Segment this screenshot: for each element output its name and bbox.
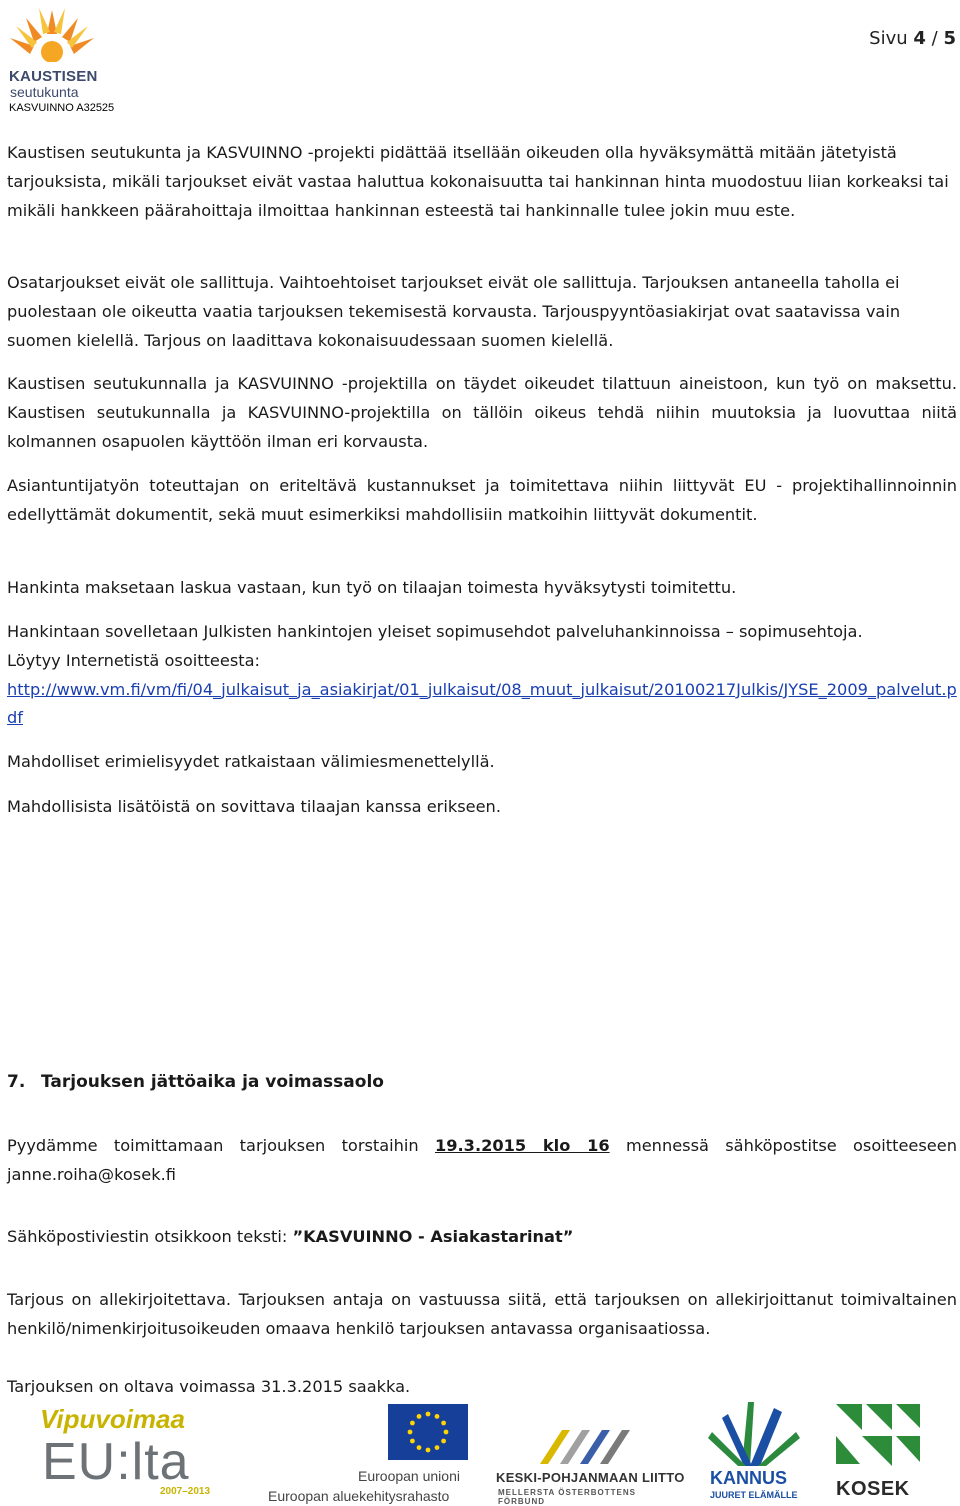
page-separator: / bbox=[931, 28, 938, 49]
subject-value: ”KASVUINNO - Asiakastarinat” bbox=[292, 1227, 574, 1246]
eu-line-2: Euroopan aluekehitysrahasto bbox=[268, 1488, 450, 1504]
kannus-line-1: KANNUS bbox=[710, 1468, 788, 1488]
vipuvoimaa-line-1: Vipuvoimaa bbox=[40, 1404, 185, 1434]
page-label: Sivu bbox=[869, 28, 908, 49]
paragraph-subject bbox=[7, 1223, 957, 1252]
kosek-line-1: KOSEK bbox=[836, 1478, 910, 1500]
vipuvoimaa-logo bbox=[40, 1404, 260, 1504]
section-title: Tarjouksen jättöaika ja voimassaolo bbox=[41, 1072, 384, 1092]
terms-link[interactable]: http://www.vm.fi/vm/fi/04_julkaisut_ja_asiakirjat/01_julkaisut/08_muut_julkaisut/20100217Julkis/JYSE_2009_palvelut.pdf bbox=[7, 679, 957, 728]
kpl-mark-icon bbox=[536, 1426, 636, 1466]
logo-project-code: KASVUINNO A32525 bbox=[9, 102, 115, 114]
kpl-line-2: MELLERSTA ÖSTERBOTTENS FÖRBUND bbox=[498, 1488, 636, 1506]
paragraph-validity: Tarjouksen on oltava voimassa 31.3.2015 saakka. bbox=[7, 1377, 411, 1396]
page-number bbox=[869, 28, 956, 49]
paragraph-material-rights: Kaustisen seutukunnalla ja KASVUINNO -projektilla on täydet oikeudet tilattuun aineistoon, kun työ on maksettu. Kaustisen seutukunnalla ja KASVUINNO-projektilla on tällöin oikeus tehdä niihin muutoksia ja luovuttaa niitä kolmannen osapuolen käyttöön ilman eri korvausta. bbox=[7, 374, 957, 451]
paragraph-signature: Tarjous on allekirjoitettava. Tarjouksen antaja on vastuussa siitä, että tarjouksen on allekirjoittanut toimivaltainen henkilö/nimenkirjoitusoikeuden omaava henkilö tarjouksen antavassa organisaatiossa. bbox=[7, 1290, 957, 1338]
footer-logos bbox=[0, 1400, 960, 1506]
paragraph-terms bbox=[7, 618, 957, 733]
eu-flag-icon bbox=[388, 1404, 468, 1460]
kannus-logo bbox=[704, 1402, 810, 1504]
paragraph-payment: Hankinta maksetaan laskua vastaan, kun työ on tilaajan toimesta hyväksytysti toimitettu. bbox=[7, 578, 737, 597]
deadline-text: Pyydämme toimittamaan tarjouksen torstaihin bbox=[7, 1136, 419, 1155]
vipuvoimaa-years: 2007–2013 bbox=[160, 1486, 211, 1497]
kaustisen-logo bbox=[6, 4, 136, 116]
deadline-text-after: mennessä sähköpostitse osoitteeseen bbox=[625, 1136, 957, 1155]
logo-line-2: seutukunta bbox=[10, 84, 79, 100]
vipuvoimaa-line-2: EU:lta bbox=[42, 1433, 190, 1491]
logo-line-1: KAUSTISEN bbox=[9, 68, 98, 85]
page-current: 4 bbox=[913, 28, 926, 49]
subject-label: Sähköpostiviestin otsikkoon teksti: bbox=[7, 1227, 288, 1246]
sun-flower-icon bbox=[6, 4, 98, 70]
paragraph-costs: Asiantuntijatyön toteuttajan on eriteltävä kustannukset ja toimitettava niihin liittyvät EU - projektihallinnoinnin edellyttämät dokumentit, sekä muut esimerkiksi mahdollisiin matkoihin liittyvät dokumentit. bbox=[7, 476, 957, 524]
paragraph-rights: Kaustisen seutukunta ja KASVUINNO -projekti pidättää itsellään oikeuden olla hyväksymättä mitään jätetyistä tarjouksista, mikäli tarjoukset eivät vastaa haluttua kokonaisuutta tai hankinnan hinta muodostuu liian korkeaksi tai mikäli hankkeen päärahoittaja ilmoittaa hankinnan esteestä tai hankinnalle tulee jokin muu este. bbox=[7, 143, 949, 220]
keski-pohjanmaan-liitto-logo bbox=[496, 1426, 686, 1506]
section-7-heading bbox=[7, 1072, 384, 1092]
section-number: 7. bbox=[7, 1072, 26, 1092]
page-total: 5 bbox=[943, 28, 956, 49]
paragraph-extra-work: Mahdollisista lisätöistä on sovittava tilaajan kanssa erikseen. bbox=[7, 797, 501, 816]
kosek-mark-icon bbox=[832, 1402, 922, 1474]
kannus-line-2: JUURET ELÄMÄLLE bbox=[710, 1490, 798, 1500]
kosek-logo bbox=[832, 1402, 932, 1504]
kpl-line-1: KESKI-POHJANMAAN LIITTO bbox=[496, 1470, 685, 1485]
email-address: janne.roiha@kosek.fi bbox=[7, 1164, 176, 1184]
eu-logo bbox=[262, 1404, 480, 1504]
paragraph-deadline bbox=[7, 1132, 957, 1190]
eu-line-1: Euroopan unioni bbox=[358, 1468, 460, 1484]
paragraph-disputes: Mahdolliset erimielisyydet ratkaistaan välimiesmenettelyllä. bbox=[7, 752, 495, 771]
kannus-mark-icon bbox=[704, 1402, 804, 1468]
terms-line-1: Hankintaan sovelletaan Julkisten hankintojen yleiset sopimusehdot palveluhankinnoissa – sopimusehtoja. bbox=[7, 622, 863, 641]
deadline-date: 19.3.2015 klo 16 bbox=[435, 1136, 610, 1155]
paragraph-partial-offers: Osatarjoukset eivät ole sallittuja. Vaihtoehtoiset tarjoukset eivät ole sallittuja. Tarjouksen antaneella taholla ei puolestaan ole oikeutta vaatia tarjouksen tekemisestä korvausta. Tarjouspyyntöasiakirjat ovat saatavissa vain suomen kielellä. Tarjous on laadittava kokonaisuudessaan suomen kielellä. bbox=[7, 273, 901, 350]
terms-line-2: Löytyy Internetistä osoitteesta: bbox=[7, 650, 260, 670]
